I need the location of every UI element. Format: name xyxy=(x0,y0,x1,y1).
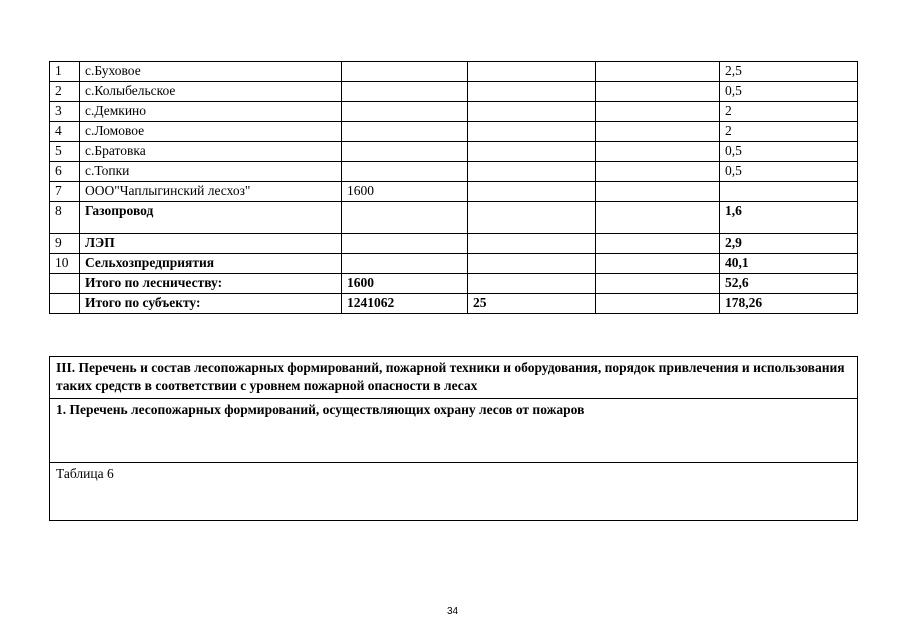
value-cell-6: 0,5 xyxy=(720,162,858,182)
row-number-cell: 1 xyxy=(50,62,80,82)
value-cell-4 xyxy=(468,122,596,142)
value-cell-6: 2 xyxy=(720,102,858,122)
value-cell-3 xyxy=(342,62,468,82)
value-cell-5 xyxy=(596,82,720,102)
row-number-cell: 7 xyxy=(50,182,80,202)
value-cell-6 xyxy=(720,182,858,202)
value-cell-4 xyxy=(468,274,596,294)
row-number-cell: 10 xyxy=(50,254,80,274)
value-cell-4 xyxy=(468,202,596,234)
value-cell-3 xyxy=(342,234,468,254)
value-cell-4 xyxy=(468,162,596,182)
value-cell-6: 0,5 xyxy=(720,82,858,102)
table-row xyxy=(50,162,858,182)
table-caption: Таблица 6 xyxy=(50,463,858,521)
row-number-cell: 6 xyxy=(50,162,80,182)
name-cell: с.Демкино xyxy=(80,102,342,122)
value-cell-3 xyxy=(342,162,468,182)
name-cell: Сельхозпредприятия xyxy=(80,254,342,274)
table-row xyxy=(50,182,858,202)
value-cell-5 xyxy=(596,62,720,82)
value-cell-4 xyxy=(468,182,596,202)
section-title: III. Перечень и состав лесопожарных формирований, пожарной техники и оборудования, порядок привлечения и использования таких средств в соответствии с уровнем пожарной опасности в лесах xyxy=(50,357,858,399)
value-cell-6: 2 xyxy=(720,122,858,142)
value-cell-6: 2,5 xyxy=(720,62,858,82)
value-cell-4 xyxy=(468,102,596,122)
value-cell-3: 1600 xyxy=(342,274,468,294)
table-row xyxy=(50,82,858,102)
value-cell-4 xyxy=(468,234,596,254)
value-cell-6: 40,1 xyxy=(720,254,858,274)
name-cell: с.Ломовое xyxy=(80,122,342,142)
value-cell-3 xyxy=(342,82,468,102)
value-cell-3 xyxy=(342,142,468,162)
name-cell: Газопровод xyxy=(80,202,342,234)
value-cell-5 xyxy=(596,274,720,294)
value-cell-3 xyxy=(342,254,468,274)
table-row xyxy=(50,274,858,294)
value-cell-5 xyxy=(596,122,720,142)
page-number: 34 xyxy=(446,606,459,617)
row-number-cell: 5 xyxy=(50,142,80,162)
value-cell-6: 52,6 xyxy=(720,274,858,294)
row-number-cell xyxy=(50,294,80,314)
settlements-table xyxy=(49,61,858,314)
table-row xyxy=(50,234,858,254)
value-cell-4 xyxy=(468,142,596,162)
value-cell-5 xyxy=(596,234,720,254)
row-number-cell: 3 xyxy=(50,102,80,122)
value-cell-5 xyxy=(596,254,720,274)
value-cell-6: 0,5 xyxy=(720,142,858,162)
table-row xyxy=(50,202,858,234)
name-cell: ЛЭП xyxy=(80,234,342,254)
value-cell-5 xyxy=(596,102,720,122)
value-cell-6: 178,26 xyxy=(720,294,858,314)
name-cell: с.Колыбельское xyxy=(80,82,342,102)
name-cell: с.Топки xyxy=(80,162,342,182)
row-number-cell: 4 xyxy=(50,122,80,142)
value-cell-4 xyxy=(468,62,596,82)
value-cell-6: 2,9 xyxy=(720,234,858,254)
value-cell-4: 25 xyxy=(468,294,596,314)
value-cell-3: 1241062 xyxy=(342,294,468,314)
table-row xyxy=(50,102,858,122)
table-row xyxy=(50,294,858,314)
name-cell: Итого по лесничеству: xyxy=(80,274,342,294)
table-row xyxy=(50,142,858,162)
value-cell-3 xyxy=(342,102,468,122)
name-cell: с.Братовка xyxy=(80,142,342,162)
value-cell-3: 1600 xyxy=(342,182,468,202)
value-cell-5 xyxy=(596,294,720,314)
subsection-title: 1. Перечень лесопожарных формирований, осуществляющих охрану лесов от пожаров xyxy=(50,399,858,463)
value-cell-3 xyxy=(342,202,468,234)
value-cell-5 xyxy=(596,182,720,202)
value-cell-6: 1,6 xyxy=(720,202,858,234)
value-cell-5 xyxy=(596,202,720,234)
row-number-cell: 2 xyxy=(50,82,80,102)
value-cell-5 xyxy=(596,142,720,162)
row-number-cell xyxy=(50,274,80,294)
value-cell-4 xyxy=(468,254,596,274)
value-cell-5 xyxy=(596,162,720,182)
settlements-table-body xyxy=(50,62,858,314)
name-cell: Итого по субъекту: xyxy=(80,294,342,314)
name-cell: с.Буховое xyxy=(80,62,342,82)
value-cell-3 xyxy=(342,122,468,142)
value-cell-4 xyxy=(468,82,596,102)
name-cell: ООО"Чаплыгинский лесхоз" xyxy=(80,182,342,202)
row-number-cell: 8 xyxy=(50,202,80,234)
table-row xyxy=(50,122,858,142)
row-number-cell: 9 xyxy=(50,234,80,254)
table-row xyxy=(50,254,858,274)
section-table xyxy=(49,356,858,521)
table-row xyxy=(50,62,858,82)
